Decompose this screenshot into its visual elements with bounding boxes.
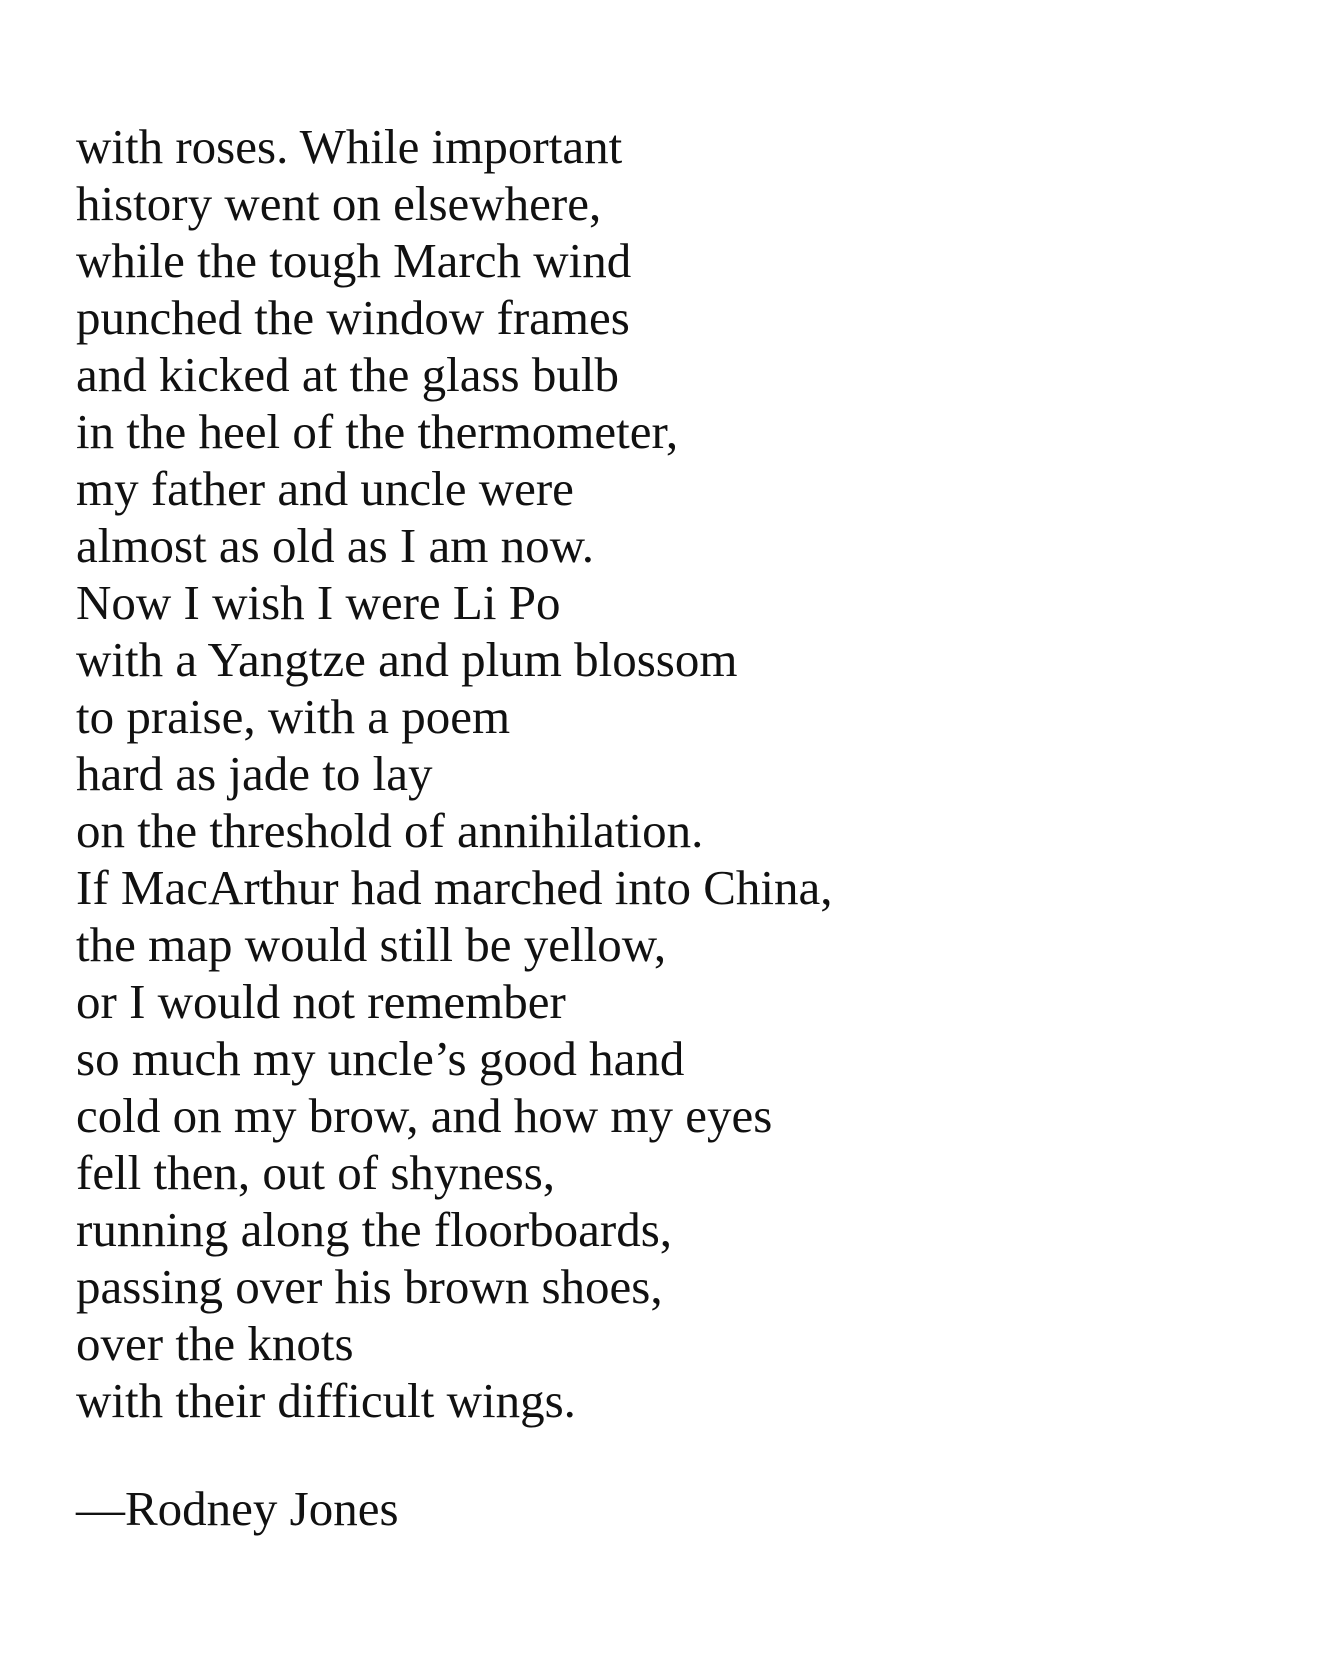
poem-line: Now I wish I were Li Po <box>76 575 561 630</box>
poem-line: If MacArthur had marched into China, <box>76 860 833 915</box>
poem-attribution: —Rodney Jones <box>76 1481 399 1536</box>
poem-line: with a Yangtze and plum blossom <box>76 632 738 687</box>
poem-line: hard as jade to lay <box>76 746 433 801</box>
poem-line: cold on my brow, and how my eyes <box>76 1088 773 1143</box>
poem-line: passing over his brown shoes, <box>76 1259 663 1314</box>
poem-line: with roses. While important <box>76 119 623 174</box>
poem-line: fell then, out of shyness, <box>76 1145 556 1200</box>
poem-line: to praise, with a poem <box>76 689 511 744</box>
poem-line: so much my uncle’s good hand <box>76 1031 685 1086</box>
poem-line: while the tough March wind <box>76 233 632 288</box>
poem-line: with their difficult wings. <box>76 1373 576 1428</box>
poem-line: punched the window frames <box>76 290 630 345</box>
poem-line: almost as old as I am now. <box>76 518 595 573</box>
poem-line: and kicked at the glass bulb <box>76 347 619 402</box>
poem-line: running along the floorboards, <box>76 1202 673 1257</box>
poem-line: over the knots <box>76 1316 354 1371</box>
poem-line: history went on elsewhere, <box>76 176 602 231</box>
poem-line: the map would still be yellow, <box>76 917 667 972</box>
poem-line: my father and uncle were <box>76 461 574 516</box>
poem-line: in the heel of the thermometer, <box>76 404 679 459</box>
poem-line: or I would not remember <box>76 974 566 1029</box>
poem-text <box>76 118 833 1429</box>
poem-line: on the threshold of annihilation. <box>76 803 704 858</box>
